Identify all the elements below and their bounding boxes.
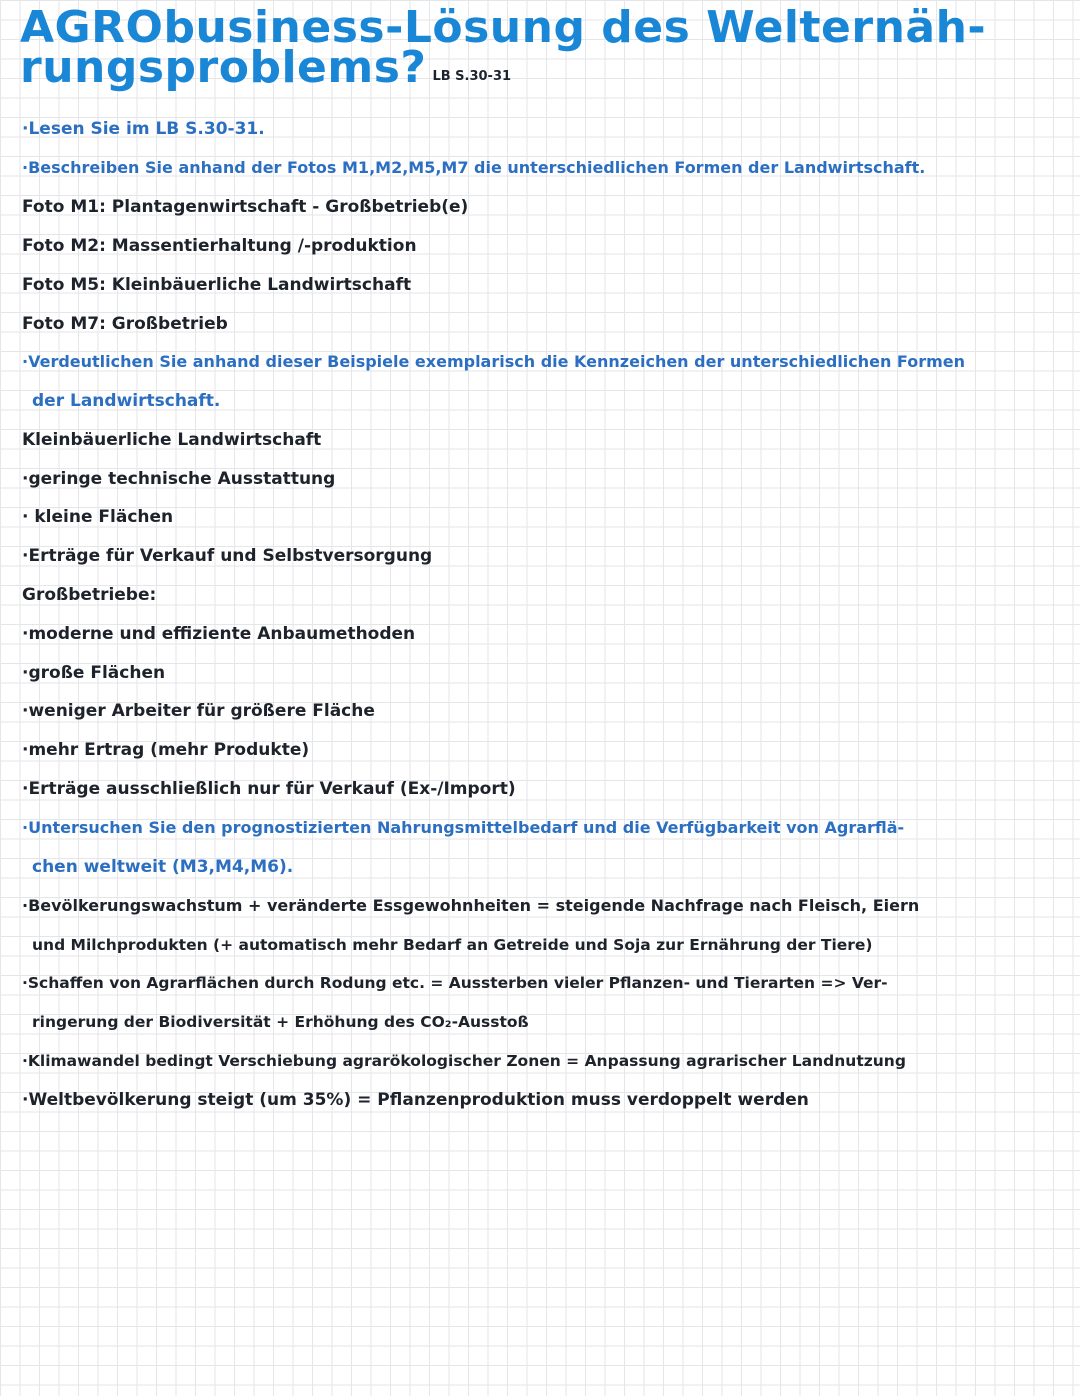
list-item: ·weniger Arbeiter für größere Fläche [22, 701, 375, 721]
title-line-1: AGRObusiness-Lösung des Welternäh- [20, 2, 987, 53]
task-examine-line-1: ·Untersuchen Sie den prognostizierten Nahrungsmittelbedarf und die Verfügbarkeit von Agrarflä- [22, 818, 905, 837]
list-item: · kleine Flächen [22, 507, 174, 527]
list-item: ·Schaffen von Agrarflächen durch Rodung etc. = Aussterben vieler Pflanzen- und Tierarten => Ver- [22, 974, 888, 992]
task-read: ·Lesen Sie im LB S.30-31. [22, 119, 265, 139]
heading-large-farms: Großbetriebe: [22, 585, 157, 605]
list-item-continued: und Milchprodukten (+ automatisch mehr Bedarf an Getreide und Soja zur Ernährung der Tiere) [32, 936, 873, 954]
task-describe: ·Beschreiben Sie anhand der Fotos M1,M2,M5,M7 die unterschiedlichen Formen der Landwirtschaft. [22, 158, 926, 177]
list-item: ·Erträge für Verkauf und Selbstversorgung [22, 546, 433, 566]
list-item: ·Klimawandel bedingt Verschiebung agrarökologischer Zonen = Anpassung agrarischer Landnutzung [22, 1052, 906, 1070]
list-item: ·moderne und effiziente Anbaumethoden [22, 624, 416, 644]
note-photo-m7: Foto M7: Großbetrieb [22, 314, 228, 334]
task-illustrate-line-1: ·Verdeutlichen Sie anhand dieser Beispiele exemplarisch die Kennzeichen der unterschiedlichen Formen [22, 352, 965, 371]
list-item-continued: ringerung der Biodiversität + Erhöhung des CO₂-Ausstoß [32, 1013, 529, 1031]
list-item: ·Erträge ausschließlich nur für Verkauf (Ex-/Import) [22, 779, 516, 799]
task-illustrate-line-2: der Landwirtschaft. [32, 391, 221, 411]
task-examine-line-2: chen weltweit (M3,M4,M6). [32, 857, 294, 877]
title-line-2: rungsproblems? [20, 42, 427, 93]
list-item: ·große Flächen [22, 663, 166, 683]
list-item: ·Weltbevölkerung steigt (um 35%) = Pflanzenproduktion muss verdoppelt werden [22, 1090, 809, 1110]
heading-smallholder: Kleinbäuerliche Landwirtschaft [22, 430, 322, 450]
note-photo-m5: Foto M5: Kleinbäuerliche Landwirtschaft [22, 275, 412, 295]
note-photo-m1: Foto M1: Plantagenwirtschaft - Großbetrieb(e) [22, 197, 469, 217]
list-item: ·geringe technische Ausstattung [22, 469, 336, 489]
page-title [20, 2, 1070, 97]
textbook-reference: LB S.30-31 [432, 69, 512, 84]
list-item: ·Bevölkerungswachstum + veränderte Essgewohnheiten = steigende Nachfrage nach Fleisch, Eiern [22, 896, 920, 915]
list-item: ·mehr Ertrag (mehr Produkte) [22, 740, 310, 760]
note-photo-m2: Foto M2: Massentierhaltung /-produktion [22, 236, 417, 256]
